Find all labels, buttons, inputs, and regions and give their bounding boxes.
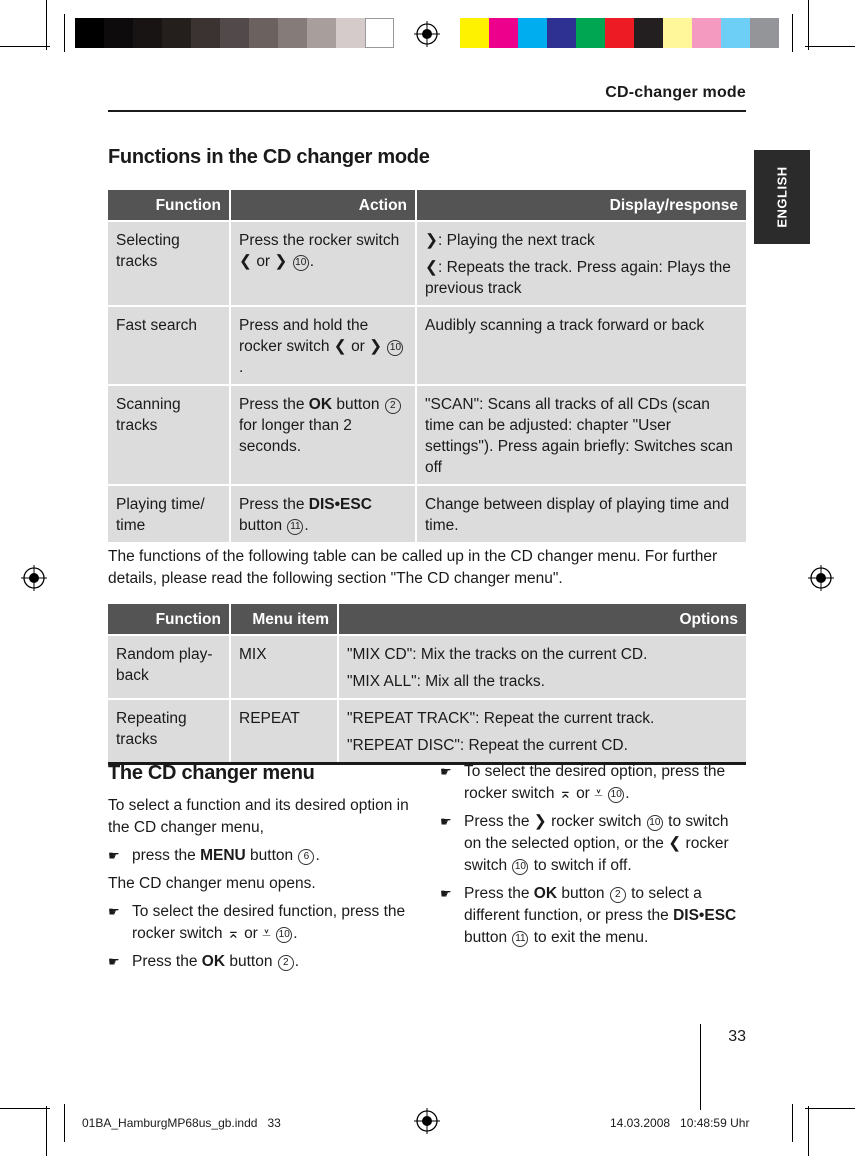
color-swatch <box>365 18 394 48</box>
functions-table <box>108 190 746 542</box>
color-swatch <box>460 18 489 48</box>
subsection-title: The CD changer menu <box>108 762 315 784</box>
registration-mark-bottom-icon <box>414 1108 440 1134</box>
action-cell: Press the DIS•ESC button 11 . <box>230 485 416 542</box>
rocker-up-icon: ⌅ <box>226 925 240 942</box>
color-swatch <box>133 18 162 48</box>
menu-item-cell: MIX <box>230 635 338 699</box>
function-cell: Playing time/ time <box>108 485 230 542</box>
item-number-badge: 2 <box>610 887 626 903</box>
rocker-up-icon: ⌅ <box>558 785 572 802</box>
menu-options-table <box>108 604 746 765</box>
action-cell: Press and hold the rocker switch ❮ or ❯ 10. <box>230 306 416 385</box>
item-number-badge: 10 <box>608 787 624 803</box>
color-swatch <box>750 18 779 48</box>
options-cell: "MIX CD": Mix the tracks on the current CD. "MIX ALL": Mix all the tracks. <box>338 635 746 699</box>
color-swatch <box>721 18 750 48</box>
color-swatch <box>576 18 605 48</box>
color-swatch <box>278 18 307 48</box>
section-title: Functions in the CD changer mode <box>108 146 430 168</box>
response-cell: Change between display of playing time and time. <box>416 485 746 542</box>
rocker-left-icon: ❮ <box>425 259 438 276</box>
action-cell: Press the OK button 2 for longer than 2 seconds. <box>230 385 416 485</box>
item-number-badge: 11 <box>287 519 303 535</box>
column-header: Menu item <box>230 604 338 635</box>
function-cell: Repeating tracks <box>108 699 230 764</box>
item-number-badge: 6 <box>298 849 314 865</box>
running-header: CD-changer mode <box>605 84 746 101</box>
menu-item-cell: REPEAT <box>230 699 338 764</box>
registration-mark-top-icon <box>414 21 440 47</box>
language-tab: ENGLISH <box>754 150 810 244</box>
color-swatch <box>692 18 721 48</box>
table-header-row <box>108 190 746 221</box>
column-header: Function <box>108 604 230 635</box>
instruction-step: ☛ press the MENU button 6 . <box>108 845 418 867</box>
pointing-hand-icon: ☛ <box>108 954 120 969</box>
color-swatch <box>518 18 547 48</box>
item-number-badge: 10 <box>276 927 292 943</box>
color-swatch <box>104 18 133 48</box>
registration-mark-right-icon <box>808 565 834 591</box>
color-swatch <box>663 18 692 48</box>
action-cell: Press the rocker switch ❮ or ❯ 10 . <box>230 221 416 306</box>
pointing-hand-icon: ☛ <box>108 904 120 919</box>
rocker-down-icon: ⩡ <box>262 925 271 942</box>
column-header: Action <box>230 190 416 221</box>
column-header: Function <box>108 190 230 221</box>
rocker-right-icon: ❯ <box>533 813 547 830</box>
instruction-step: ☛ To select the desired option, press the rocker switch ⌅ or ⩡ 10 . <box>440 763 726 802</box>
color-swatch <box>249 18 278 48</box>
column-header: Options <box>338 604 746 635</box>
function-cell: Selecting tracks <box>108 221 230 306</box>
item-number-badge: 10 <box>512 859 528 875</box>
rocker-right-icon: ❯ <box>369 338 383 355</box>
color-swatch <box>191 18 220 48</box>
table-row <box>108 699 746 764</box>
header-divider <box>108 110 746 112</box>
color-swatch <box>307 18 336 48</box>
function-cell: Scanning tracks <box>108 385 230 485</box>
table-row <box>108 485 746 542</box>
function-cell: Fast search <box>108 306 230 385</box>
column-header: Display/response <box>416 190 746 221</box>
slug-timestamp: 14.03.2008 10:48:59 Uhr <box>610 1116 750 1130</box>
pointing-hand-icon: ☛ <box>440 886 452 901</box>
function-cell: Random play-back <box>108 635 230 699</box>
left-column: To select a function and its desired option in the CD changer menu, ☛ press the MENU button 6 . The CD changer menu opens. ☛ To select the desired function, press the rocker switch ⌅ or ⩡ 10 . ☛ Press the OK button 2 . <box>108 795 418 979</box>
response-cell: Audibly scanning a track forward or back <box>416 306 746 385</box>
pointing-hand-icon: ☛ <box>108 848 120 863</box>
item-number-badge: 2 <box>278 955 294 971</box>
pointing-hand-icon: ☛ <box>440 814 452 829</box>
color-swatch <box>489 18 518 48</box>
table-row <box>108 306 746 385</box>
rocker-down-icon: ⩡ <box>594 785 603 802</box>
color-swatch <box>634 18 663 48</box>
rocker-left-icon: ❮ <box>668 835 682 852</box>
item-number-badge: 2 <box>385 398 401 414</box>
instruction-step: ☛ To select the desired function, press the rocker switch ⌅ or ⩡ 10 . <box>108 903 406 942</box>
color-swatch <box>336 18 365 48</box>
rocker-left-icon: ❮ <box>239 253 252 270</box>
color-swatch <box>162 18 191 48</box>
slug-file-info: 01BA_HamburgMP68us_gb.indd 33 <box>82 1116 281 1130</box>
item-number-badge: 11 <box>512 931 528 947</box>
response-cell: "SCAN": Scans all tracks of all CDs (scan time can be adjusted: chapter "User settings"). Press again briefly: Switches scan off <box>416 385 746 485</box>
instruction-step: ☛ Press the OK button 2 . <box>108 951 418 973</box>
color-swatch <box>605 18 634 48</box>
intro-paragraph: The functions of the following table can be called up in the CD changer menu. For further details, please read the following section "The CD changer menu". <box>108 548 718 587</box>
response-cell: ❯: Playing the next track ❮: Repeats the track. Press again: Plays the previous track <box>416 221 746 306</box>
rocker-right-icon: ❯ <box>425 232 438 249</box>
rocker-right-icon: ❯ <box>274 253 288 270</box>
table-row <box>108 221 746 306</box>
item-number-badge: 10 <box>293 255 309 271</box>
color-swatch <box>547 18 576 48</box>
table-row <box>108 635 746 699</box>
options-cell: "REPEAT TRACK": Repeat the current track. "REPEAT DISC": Repeat the current CD. <box>338 699 746 764</box>
pointing-hand-icon: ☛ <box>440 764 452 779</box>
color-swatch <box>220 18 249 48</box>
right-column <box>440 761 740 955</box>
item-number-badge: 10 <box>647 815 663 831</box>
instruction-step: ☛ Press the OK button 2 to select a different function, or press the DIS•ESC button 11 to exit the menu. <box>440 885 737 946</box>
table-row <box>108 385 746 485</box>
item-number-badge: 10 <box>387 340 403 356</box>
registration-mark-left-icon <box>21 565 47 591</box>
page-number: 33 <box>728 1028 746 1045</box>
instruction-step: ☛ Press the ❯ rocker switch 10 to switch on the selected option, or the ❮ rocker switch 10 to switch if off. <box>440 813 729 874</box>
rocker-left-icon: ❮ <box>333 338 347 355</box>
color-swatch <box>75 18 104 48</box>
table-header-row <box>108 604 746 635</box>
